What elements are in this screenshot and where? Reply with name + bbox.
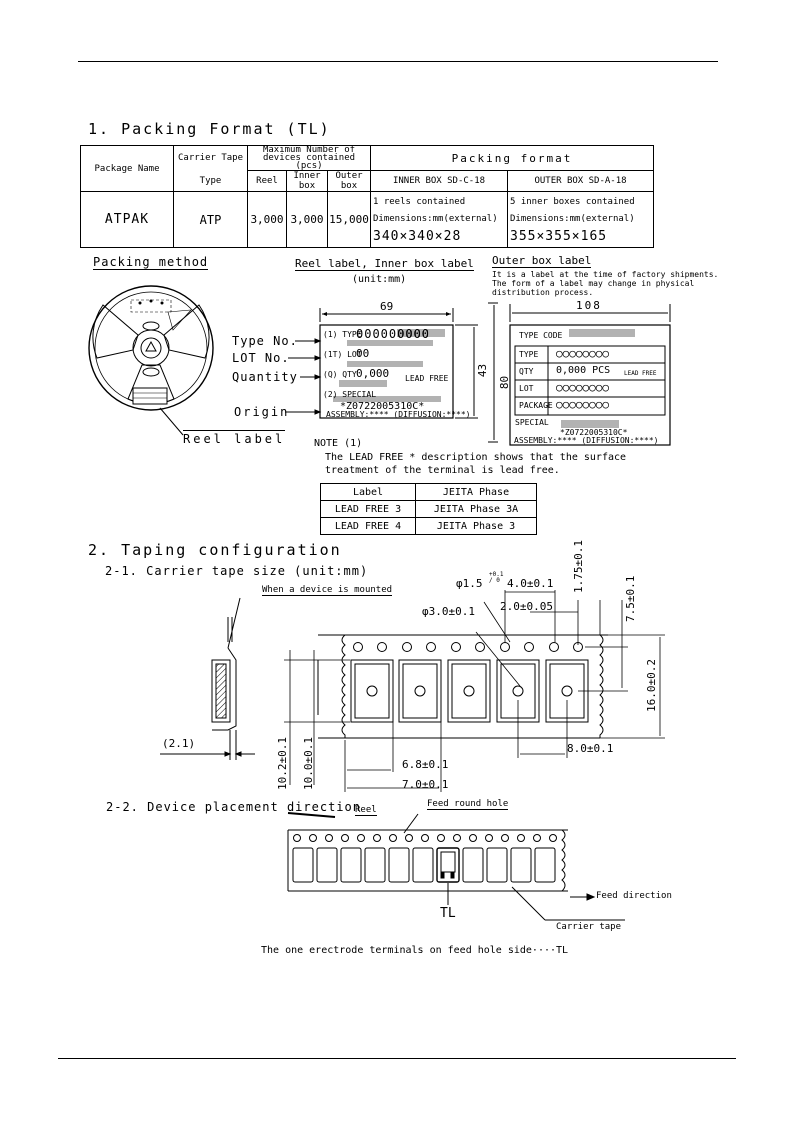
note-line1: The LEAD FREE * description shows that the surface bbox=[325, 452, 627, 463]
dim-d8: 8.0±0.1 bbox=[567, 742, 614, 755]
dim-hole-dia: φ1.5 bbox=[456, 577, 483, 590]
reel-card-special-tag: (2) SPECIAL bbox=[323, 390, 376, 399]
callout-lot-no: LOT No. bbox=[232, 351, 290, 365]
dim-d102: 10.2±0.1 bbox=[276, 737, 289, 790]
th-inner-box: Inner box bbox=[287, 171, 328, 192]
outer-card-serial: *Z0722005310C* bbox=[560, 428, 628, 437]
reel-card-height-inner: 43 bbox=[476, 363, 490, 378]
tl-label: TL bbox=[440, 906, 456, 921]
packing-method-heading: Packing method bbox=[93, 255, 209, 269]
section1-title: 1. Packing Format (TL) bbox=[88, 120, 331, 138]
outer-note-1: It is a label at the time of factory shipments. bbox=[492, 270, 719, 279]
cell-inner-box: 3,000 bbox=[287, 192, 328, 248]
jeita-row1-phase: JEITA Phase 3A bbox=[416, 501, 537, 518]
dim-d16: 16.0±0.2 bbox=[645, 659, 658, 712]
feed-round-hole: Feed round hole bbox=[427, 799, 509, 809]
th-carrier-tape: Carrier Tape bbox=[174, 146, 248, 171]
jeita-row2-phase: JEITA Phase 3 bbox=[416, 518, 537, 535]
reel-tag: Reel bbox=[355, 805, 377, 815]
inner-line1: 1 reels contained bbox=[373, 197, 466, 207]
unit-label: (unit:mm) bbox=[352, 274, 407, 285]
feed-direction: Feed direction bbox=[596, 891, 672, 901]
outer-card-width: 108 bbox=[576, 299, 602, 312]
outer-card-lot: LOT bbox=[519, 384, 534, 393]
carrier-tape-label: Carrier tape bbox=[556, 922, 622, 932]
dim-pitch4: 4.0±0.1 bbox=[507, 577, 554, 590]
dim-d175: 1.75±0.1 bbox=[572, 540, 585, 593]
reel-card-serial: *Z0722005310C* bbox=[340, 401, 425, 412]
outer-box-label-heading: Outer box label bbox=[492, 254, 592, 267]
dim-d100: 10.0±0.1 bbox=[302, 737, 315, 790]
reel-card-lot-tag: (1T) LOT bbox=[323, 350, 362, 359]
note-line2: treatment of the terminal is lead free. bbox=[325, 465, 560, 476]
outer-card-lot-value: ○○○○○○○○ bbox=[556, 381, 609, 394]
reel-card-qty-tag: (Q) QTY bbox=[323, 370, 357, 379]
dim-d70: 7.0±0.1 bbox=[402, 778, 449, 791]
dim-d68: 6.8±0.1 bbox=[402, 758, 449, 771]
mounted-label: When a device is mounted bbox=[262, 585, 393, 595]
jeita-row2-label: LEAD FREE 4 bbox=[321, 518, 416, 535]
dim-cav-dia: φ3.0±0.1 bbox=[422, 605, 475, 618]
callout-origin: Origin bbox=[234, 405, 290, 419]
th-max-number: Maximum Number of devices contained (pcs) bbox=[248, 146, 371, 171]
carrier-tape-body bbox=[318, 635, 608, 738]
cell-carrier-type: ATP bbox=[174, 192, 248, 248]
outer-card-assembly: ASSEMBLY:**** (DIFFUSION:****) bbox=[514, 436, 659, 445]
outer-dims: 355×355×165 bbox=[510, 229, 608, 244]
footer-note: The one erectrode terminals on feed hole side····TL bbox=[261, 945, 569, 956]
cell-outer-box: 15,000 bbox=[328, 192, 371, 248]
section2-sub1: 2-1. Carrier tape size (unit:mm) bbox=[105, 564, 369, 578]
jeita-row1-label: LEAD FREE 3 bbox=[321, 501, 416, 518]
cell-package-name: ATPAK bbox=[81, 192, 174, 248]
outer-line1: 5 inner boxes contained bbox=[510, 197, 635, 207]
th-outer-box-spec: OUTER BOX SD-A-18 bbox=[508, 171, 654, 192]
outer-line2: Dimensions:mm(external) bbox=[510, 214, 635, 224]
dim-hole-tol: +0.1 / 0 bbox=[489, 571, 504, 584]
outer-card-package-value: ○○○○○○○○ bbox=[556, 398, 609, 411]
cell-reel: 3,000 bbox=[248, 192, 287, 248]
dim-d2: 2.0±0.05 bbox=[500, 600, 553, 613]
th-package-name: Package Name bbox=[81, 146, 174, 192]
outer-note-2: The form of a label may change in physical bbox=[492, 279, 695, 288]
outer-note-3: distribution process. bbox=[492, 288, 594, 297]
reel-card-lot-value: 00 bbox=[356, 347, 370, 360]
callout-reel-label: Reel label bbox=[183, 432, 286, 446]
reel-card-height-outer: 80 bbox=[498, 375, 512, 390]
note-title: NOTE (1) bbox=[314, 438, 363, 449]
reel-card-qty-value: 0,000 bbox=[356, 367, 390, 380]
reel-card-width: 69 bbox=[380, 300, 394, 313]
inner-dims: 340×340×28 bbox=[373, 229, 462, 244]
outer-card-qty-value: 0,000 PCS bbox=[556, 365, 611, 376]
outer-card-package: PACKAGE bbox=[519, 401, 553, 410]
th-outer-box: Outer box bbox=[328, 171, 371, 192]
th-type: Type bbox=[174, 171, 248, 192]
callout-type-no: Type No. bbox=[232, 334, 298, 348]
th-reel: Reel bbox=[248, 171, 287, 192]
th-packing-format: Packing format bbox=[371, 146, 654, 171]
outer-card-type-code: TYPE CODE bbox=[519, 331, 563, 340]
outer-card-lead-free: LEAD FREE bbox=[624, 370, 657, 377]
dim-d21: (2.1) bbox=[162, 737, 196, 750]
section2-sub2: 2-2. Device placement direction bbox=[106, 800, 361, 814]
reel-card-assembly: ASSEMBLY:**** (DIFFUSION:****) bbox=[326, 410, 471, 419]
jeita-header-phase: JEITA Phase bbox=[416, 484, 537, 501]
reel-card-type-value: 000000000 bbox=[356, 327, 431, 341]
reel-label-heading: Reel label, Inner box label bbox=[295, 257, 474, 270]
jeita-header-label: Label bbox=[321, 484, 416, 501]
outer-card-type-value: ○○○○○○○○ bbox=[556, 347, 609, 360]
reel-card-lead-free: LEAD FREE bbox=[405, 374, 449, 383]
reel-card-type-tag: (1) TYPE bbox=[323, 330, 362, 339]
dim-d75: 7.5±0.1 bbox=[624, 575, 637, 622]
outer-card-type: TYPE bbox=[519, 350, 539, 359]
th-inner-box-spec: INNER BOX SD-C-18 bbox=[371, 171, 508, 192]
outer-card-special: SPECIAL bbox=[515, 418, 549, 427]
inner-line2: Dimensions:mm(external) bbox=[373, 214, 498, 224]
placement-tape bbox=[288, 813, 625, 920]
callout-quantity: Quantity bbox=[232, 370, 298, 384]
outer-card-qty: QTY bbox=[519, 367, 534, 376]
section2-title: 2. Taping configuration bbox=[88, 541, 342, 559]
